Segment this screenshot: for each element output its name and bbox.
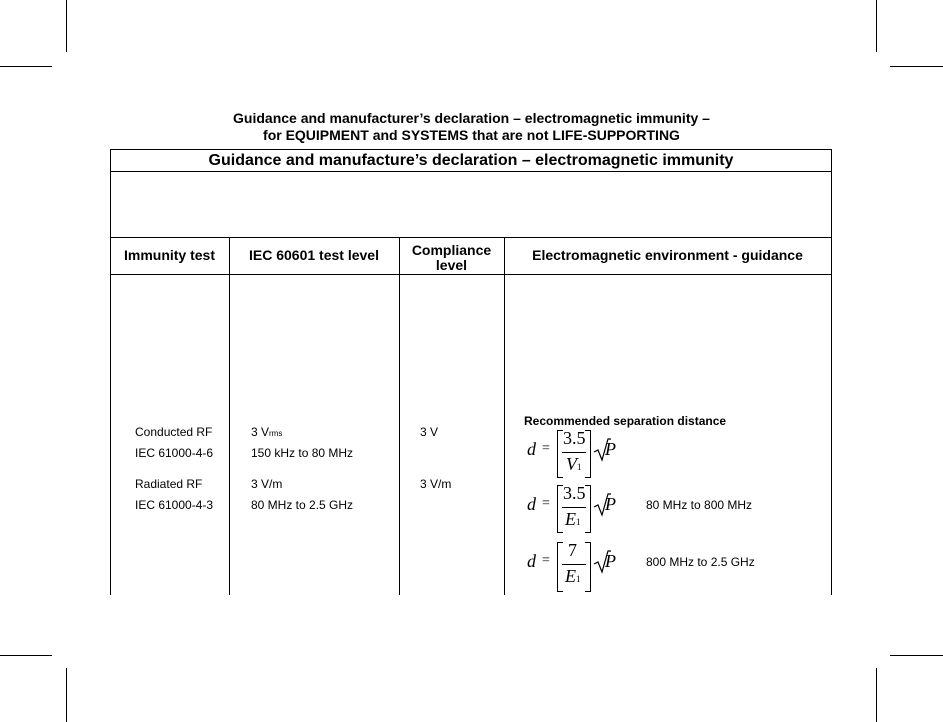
radiated-compliance-level: 3 V/m [420,477,452,491]
column-header-iec-level: IEC 60601 test level [249,247,379,263]
crop-mark [66,668,67,722]
formula-denominator [566,454,582,475]
formula-p: P [605,439,616,459]
formula-den-letter: V [566,454,577,474]
formula-d: d [527,551,536,571]
formula-den-letter: E [565,566,576,586]
crop-mark [66,0,67,52]
formula-den-letter: E [565,509,576,529]
crop-mark [890,655,943,656]
formula-radiated-high-range: 800 MHz to 2.5 GHz [646,555,755,569]
column-header-environment: Electromagnetic environment - guidance [532,247,803,263]
crop-mark [0,655,52,656]
conducted-compliance-level: 3 V [420,425,439,439]
conducted-rf-standard: IEC 61000-4-6 [135,446,214,460]
crop-mark [876,668,877,722]
crop-mark [0,66,52,67]
column-header-immunity-test: Immunity test [123,247,215,263]
formula-d: d [527,494,536,514]
formula-den-sub: 1 [577,462,582,472]
formula-equals: = [542,496,550,511]
conducted-rf-label: Conducted RF [135,425,213,439]
recommended-distance-heading: Recommended separation distance [524,414,727,428]
formula-equals: = [542,553,550,568]
page-heading-line1: Guidance and manufacturer’s declaration – electromagnetic immunity – [233,110,710,126]
radiated-rf-label: Radiated RF [135,477,203,491]
formula-p: P [605,551,616,571]
formula-den-sub: 1 [576,574,581,584]
radiated-frequency-range: 80 MHz to 2.5 GHz [251,498,354,512]
page-heading-line2: for EQUIPMENT and SYSTEMS that are not LIFE-SUPPORTING [263,127,680,143]
formula-numerator: 7 [568,540,577,560]
column-header-compliance [399,243,504,273]
radiated-rf-standard: IEC 61000-4-3 [135,498,214,512]
radiated-test-level: 3 V/m [251,477,283,491]
crop-mark [876,0,877,52]
column-header-compliance-line2: level [435,257,468,273]
conducted-test-level [251,425,282,439]
formula-equals: = [542,441,550,456]
formula-numerator: 3.5 [563,428,586,448]
formula-p: P [605,494,616,514]
table-title: Guidance and manufacture’s declaration – electromagnetic immunity [208,152,734,169]
column-header-compliance-line1: Compliance [411,242,492,258]
crop-mark [890,66,943,67]
formula-radiated-low-range: 80 MHz to 800 MHz [646,498,753,512]
formula-numerator: 3.5 [563,483,586,503]
conducted-test-level-value: 3 V [251,425,270,439]
conducted-test-level-subscript: rms [269,429,283,438]
formula-den-sub: 1 [576,517,581,527]
formula-denominator [565,509,581,530]
formula-d: d [527,439,536,459]
conducted-frequency-range: 150 kHz to 80 MHz [251,446,354,460]
formula-denominator [565,566,581,587]
